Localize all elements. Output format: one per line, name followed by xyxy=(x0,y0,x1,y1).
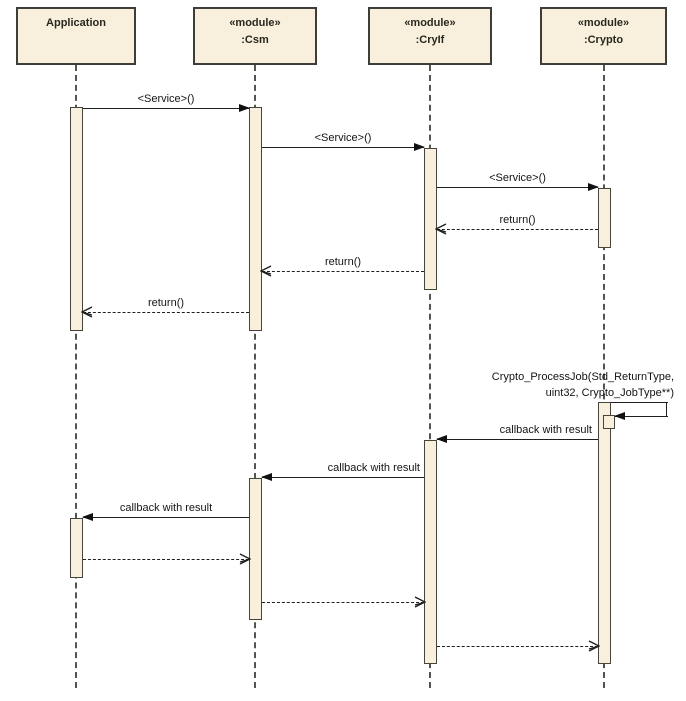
message-line-dashed xyxy=(437,646,598,647)
message-line xyxy=(437,187,598,188)
participant-name: :Crypto xyxy=(583,34,624,46)
participant-name: :CryIf xyxy=(415,34,445,46)
participant-name: :Csm xyxy=(241,34,269,46)
participant-box-csm xyxy=(193,7,317,65)
activation-crypto-nested xyxy=(603,415,615,429)
activation-crypto-2 xyxy=(598,402,611,664)
self-message-right-segment xyxy=(666,403,667,417)
message-line-dashed xyxy=(83,312,249,313)
message-label-line1: Crypto_ProcessJob(Std_ReturnType, xyxy=(491,371,674,383)
message-label: <Service>() xyxy=(137,93,195,105)
message-line-dashed xyxy=(262,271,424,272)
message-label: <Service>() xyxy=(489,172,546,184)
message-label: return() xyxy=(324,256,362,268)
participant-stereotype: «module» xyxy=(229,17,281,29)
participant-box-application xyxy=(16,7,136,65)
open-arrowhead-right-icon xyxy=(588,639,600,653)
open-arrowhead-right-icon xyxy=(239,552,251,566)
message-line-dashed xyxy=(262,602,424,603)
message-label: <Service>() xyxy=(314,132,372,144)
activation-application-2 xyxy=(70,518,83,578)
solid-arrowhead-left-icon xyxy=(261,473,272,481)
activation-csm-2 xyxy=(249,478,262,620)
message-line-dashed xyxy=(437,229,598,230)
participant-stereotype: «module» xyxy=(577,17,630,29)
message-label: return() xyxy=(499,214,536,226)
message-label: callback with result xyxy=(327,462,420,474)
message-line xyxy=(262,477,424,478)
solid-arrowhead-left-icon xyxy=(436,435,447,443)
message-label: callback with result xyxy=(119,502,213,514)
solid-arrowhead-left-icon xyxy=(614,412,625,420)
participant-box-crypto xyxy=(540,7,667,65)
participant-box-cryif xyxy=(368,7,492,65)
message-label: callback with result xyxy=(499,424,592,436)
message-line-dashed xyxy=(83,559,249,560)
activation-cryif-2 xyxy=(424,440,437,664)
message-label: return() xyxy=(147,297,185,309)
participant-stereotype: «module» xyxy=(404,17,456,29)
message-line xyxy=(262,147,424,148)
message-line xyxy=(83,108,249,109)
message-line xyxy=(83,517,249,518)
message-label-crypto-processjob xyxy=(492,369,674,401)
participant-name: Application xyxy=(46,17,106,29)
message-line xyxy=(611,402,668,403)
open-arrowhead-right-icon xyxy=(414,595,426,609)
message-line xyxy=(437,439,598,440)
message-label-line2: uint32, Crypto_JobType**) xyxy=(545,387,674,399)
